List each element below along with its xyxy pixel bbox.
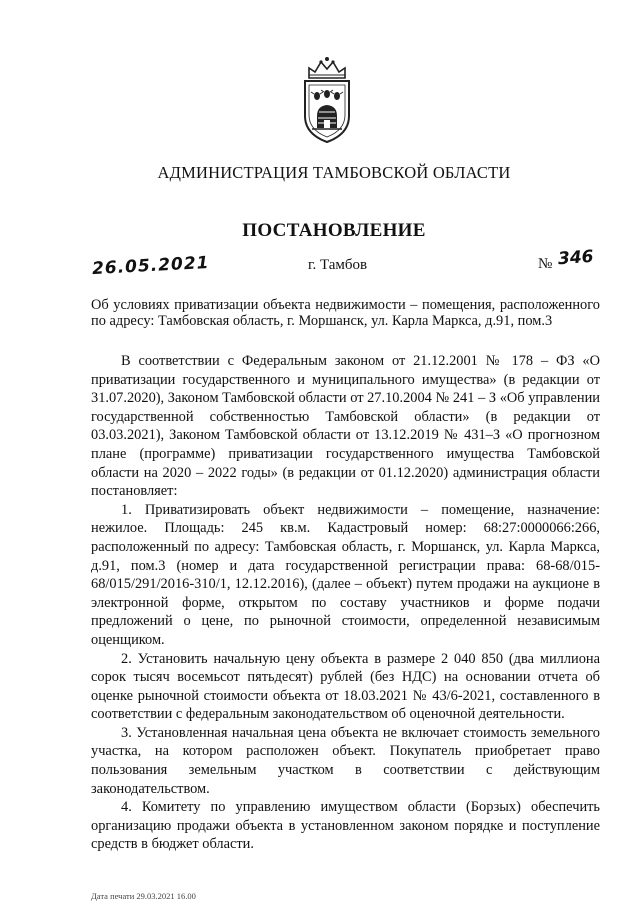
document-type-title: ПОСТАНОВЛЕНИЕ — [242, 220, 426, 241]
print-date-footer: Дата печати 29.03.2021 16.00 — [91, 891, 196, 901]
coat-of-arms-icon — [295, 56, 359, 144]
clause-4-paragraph: 4. Комитету по управлению имуществом области (Борзых) обеспечить организацию продажи объекта в установленном законом порядке и поступление средств в бюджет области. — [91, 799, 600, 853]
clause-2-paragraph: 2. Установить начальную цену объекта в размере 2 040 850 (два миллиона сорок тысяч восемьсот пятьдесят) рублей (без НДС) на основании отчета об оценке рыночной стоимости объекта от 18.03.2021 № 43/6-2021, составленного в соответствии с федеральным законодательством об оценочной деятельности. — [91, 650, 600, 723]
preamble-paragraph: В соответствии с Федеральным законом от 21.12.2001 № 178 – ФЗ «О приватизации государственного и муниципального имущества» (в редакции от 31.07.2020), Законом Тамбовской области от 27.10.2004 № 241 – З «Об управлении государственной собственностью Тамбовской области» (в редакции от 03.03.2021), Законом Тамбовской области от 13.12.2019 № 431–З «О прогнозном плане (программе) приватизации государственного имущества Тамбовской области на 2020 – 2022 годы» (в редакции от 01.12.2020) администрация области постановляет: — [91, 353, 600, 500]
organization-name: АДМИНИСТРАЦИЯ ТАМБОВСКОЙ ОБЛАСТИ — [157, 163, 511, 182]
clause-3-paragraph: 3. Установленная начальная цена объекта не включает стоимость земельного участка, на котором расположен объект. Покупатель приобретает право пользования земельным участком в соответствии с действующим законодательством. — [91, 724, 600, 797]
document-body — [91, 352, 600, 854]
handwritten-number: 346 — [557, 246, 595, 270]
document-subject: Об условиях приватизации объекта недвижимости – помещения, расположенного по адресу: Тамбовская область, г. Моршанск, ул. Карла Маркса, д.91, пом.3 — [91, 297, 600, 329]
number-label: № — [538, 256, 553, 272]
handwritten-date: 26.05.2021 — [91, 252, 210, 280]
city-label: г. Тамбов — [308, 257, 368, 273]
clause-1-paragraph: 1. Приватизировать объект недвижимости – помещение, назначение: нежилое. Площадь: 245 кв.м. Кадастровый номер: 68:27:0000066:266, расположенный по адресу: Тамбовская область, г. Моршанск, ул. Карла Маркса, д.91, пом.3 (номер и дата государственной регистрации права: 68-68/015-68/015/291/2016-310/1, 12.12.2016), (далее – объект) путем продажи на аукционе в электронной форме, открытом по составу участников и форме подачи предложений о цене, по рыночной стоимости, определенной независимым оценщиком. — [91, 501, 600, 648]
